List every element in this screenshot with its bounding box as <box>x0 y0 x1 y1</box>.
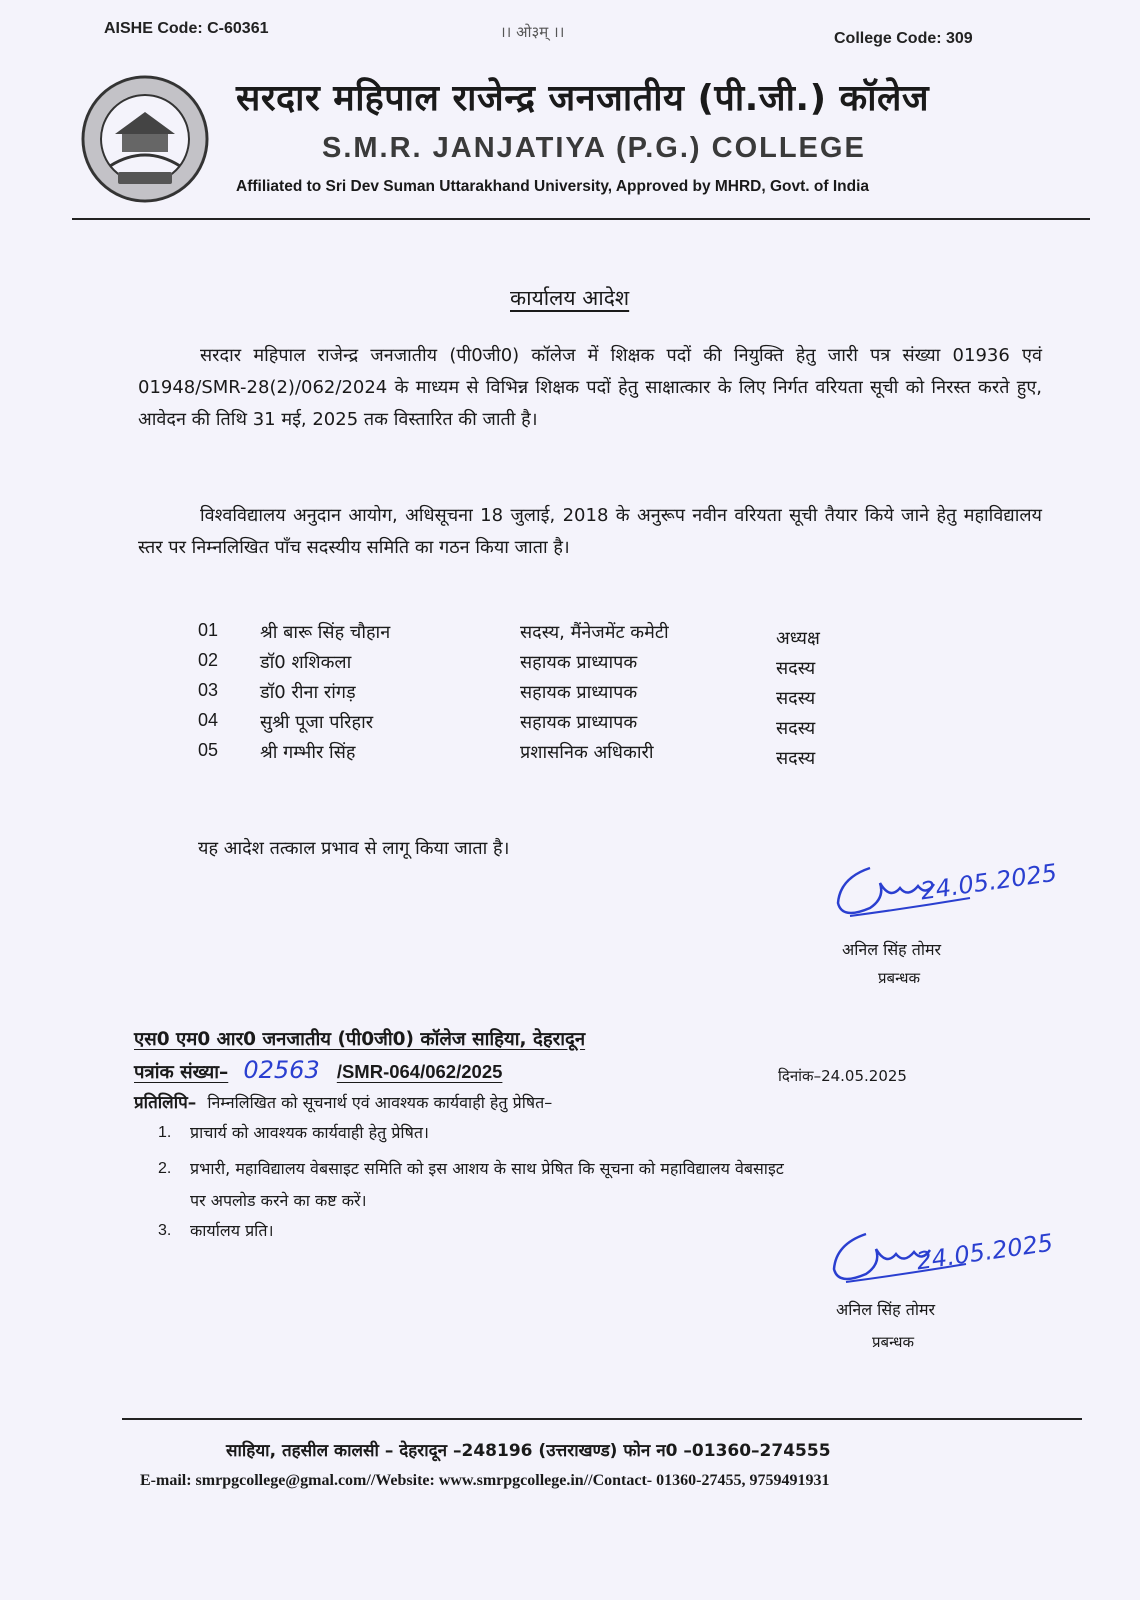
footer-address: साहिया, तहसील कालसी – देहरादून –248196 (उत्तराखण्ड) फोन न0 –01360–274555 <box>226 1441 831 1461</box>
committee-designation: प्रशासनिक अधिकारी <box>520 742 654 763</box>
committee-no: 01 <box>198 620 219 640</box>
committee-role: अध्यक्ष <box>776 628 820 649</box>
committee-no: 02 <box>198 650 219 670</box>
committee-name: श्री गम्भीर सिंह <box>260 742 356 763</box>
committee-name: श्री बारू सिंह चौहान <box>260 622 391 643</box>
signatory-name-1: अनिल सिंह तोमर <box>842 940 942 959</box>
signature-2 <box>826 1224 1096 1304</box>
copy-item-number: 2. <box>158 1160 172 1177</box>
committee-role: सदस्य <box>776 718 816 739</box>
committee-designation: सदस्य, मैंनेजमेंट कमेटी <box>520 622 669 643</box>
signatory-name-2: अनिल सिंह तोमर <box>836 1300 936 1319</box>
order-paragraph-1: सरदार महिपाल राजेन्द्र जनजातीय (पी0जी0) कॉलेज में शिक्षक पदों की नियुक्ति हेतु जारी पत्र संख्या 01936 एवं 01948/SMR-28(2)/062/2024 के माध्यम से विभिन्न शिक्षक पदों हेतु साक्षात्कार के लिए निर्गत वरियता सूची को निरस्त करते हुए, आवेदन की तिथि 31 मई, 2025 तक विस्तारित की जाती है। <box>138 345 1042 430</box>
committee-row <box>198 620 898 650</box>
copy-item-text: प्राचार्य को आवश्यक कार्यवाही हेतु प्रेषित। <box>190 1123 429 1142</box>
committee-designation: सहायक प्राध्यापक <box>520 682 638 703</box>
college-code: College Code: 309 <box>834 30 973 47</box>
committee-role: सदस्य <box>776 688 816 709</box>
letter-number-label: पत्रांक संख्या– <box>134 1062 229 1083</box>
letter-number-suffix: /SMR-064/062/2025 <box>336 1061 503 1082</box>
college-logo <box>70 74 220 204</box>
order-heading: कार्यालय आदेश <box>510 286 630 310</box>
letter-number-handwritten: 02563 <box>243 1056 320 1084</box>
committee-no: 04 <box>198 710 219 730</box>
copy-intro: निम्नलिखित को सूचनार्थ एवं आवश्यक कार्यवाही हेतु प्रेषित– <box>207 1093 553 1112</box>
college-title-hindi: सरदार महिपाल राजेन्द्र जनजातीय (पी.जी.) कॉलेज <box>236 78 930 119</box>
committee-no: 03 <box>198 680 219 700</box>
committee-name: सुश्री पूजा परिहार <box>260 712 374 733</box>
committee-role: सदस्य <box>776 658 816 679</box>
committee-row <box>198 740 898 770</box>
copy-item-text-cont: पर अपलोड करने का कष्ट करें। <box>190 1191 367 1210</box>
college-title-english: S.M.R. JANJATIYA (P.G.) COLLEGE <box>322 132 866 164</box>
copy-item-number: 3. <box>158 1222 172 1239</box>
om-symbol: ।। ओ३म् ।। <box>500 23 565 41</box>
committee-list <box>198 620 898 780</box>
order-paragraph-2: विश्वविद्यालय अनुदान आयोग, अधिसूचना 18 जुलाई, 2018 के अनुरूप नवीन वरियता सूची तैयार किये जाने हेतु महाविद्यालय स्तर पर निम्नलिखित पाँच सदस्यीय समिति का गठन किया जाता है। <box>138 505 1042 558</box>
header-divider <box>72 218 1090 220</box>
effect-statement: यह आदेश तत्काल प्रभाव से लागू किया जाता है। <box>198 838 510 859</box>
copy-college-line: एस0 एम0 आर0 जनजातीय (पी0जी0) कॉलेज साहिया, देहरादून <box>134 1029 586 1050</box>
committee-row <box>198 650 898 680</box>
committee-name: डॉ0 शशिकला <box>260 652 352 673</box>
committee-designation: सहायक प्राध्यापक <box>520 712 638 733</box>
committee-no: 05 <box>198 740 219 760</box>
signatory-role-1: प्रबन्धक <box>878 969 921 987</box>
signature-1 <box>830 858 1100 938</box>
footer-divider <box>122 1418 1082 1420</box>
signatory-role-2: प्रबन्धक <box>872 1333 915 1351</box>
committee-row <box>198 710 898 740</box>
aishe-code: AISHE Code: C-60361 <box>104 20 269 37</box>
committee-role: सदस्य <box>776 748 816 769</box>
committee-name: डॉ0 रीना रांगड़ <box>260 682 356 703</box>
copy-prefix: प्रतिलिपि– <box>134 1093 197 1113</box>
letter-number-line <box>134 1056 502 1084</box>
copy-intro-line <box>134 1090 552 1116</box>
letter-date: दिनांक–24.05.2025 <box>778 1067 907 1085</box>
copy-item-text: कार्यालय प्रति। <box>190 1221 274 1240</box>
footer-contact: E-mail: smrpgcollege@gmal.com//Website: www.smrpgcollege.in//Contact- 01360-27455, 9759491931 <box>140 1472 830 1489</box>
committee-designation: सहायक प्राध्यापक <box>520 652 638 673</box>
signature-2-date: 24.05.2025 <box>914 1228 1055 1276</box>
copy-item-number: 1. <box>158 1124 172 1141</box>
college-affiliation: Affiliated to Sri Dev Suman Uttarakhand University, Approved by MHRD, Govt. of India <box>236 178 870 195</box>
committee-row <box>198 680 898 710</box>
signature-1-date: 24.05.2025 <box>918 858 1059 906</box>
copy-item-text: प्रभारी, महाविद्यालय वेबसाइट समिति को इस आशय के साथ प्रेषित कि सूचना को महाविद्यालय वेबसाइट <box>190 1159 784 1178</box>
